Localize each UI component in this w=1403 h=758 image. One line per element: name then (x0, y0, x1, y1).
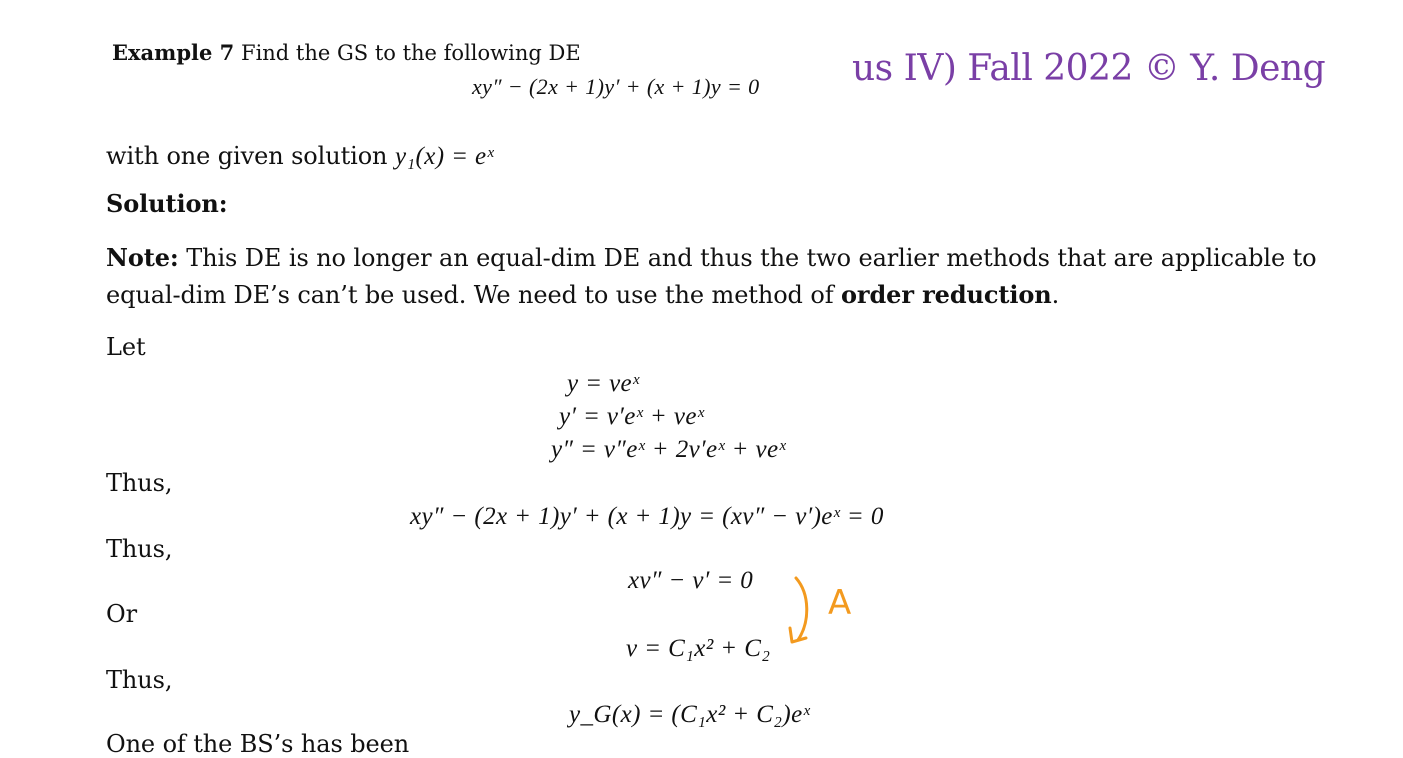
thus-label-2: Thus, (106, 535, 173, 563)
note-label: Note: (106, 243, 179, 272)
substitution-equation: xy″ − (2x + 1)y′ + (x + 1)y = (xv″ − v′)eˣ = 0 (410, 503, 884, 530)
note-text-1: This DE is no longer an equal-dim DE and thus the two earlier methods that are applicable to (186, 244, 1317, 272)
reduced-equation: xv″ − v′ = 0 (628, 567, 754, 594)
let-equation-1: y = veˣ (567, 370, 640, 397)
note-end: . (1051, 281, 1060, 309)
thus-label-1: Thus, (106, 469, 173, 497)
let-label: Let (106, 333, 146, 361)
let-equation-2: y′ = v′eˣ + veˣ (559, 403, 705, 430)
or-label: Or (106, 600, 137, 628)
note-line-1 (106, 243, 1317, 272)
solution-heading-text: Solution: (106, 189, 228, 218)
cut-off-line: One of the BS’s has been (106, 730, 410, 758)
thus-label-3: Thus, (106, 666, 173, 694)
general-solution-equation: y_G(x) = (C₁x² + C₂)eˣ (569, 701, 811, 728)
note-line-2 (106, 280, 1059, 309)
note-text-2: equal-dim DE’s can’t be used. We need to use the method of (106, 281, 834, 309)
given-text: with one given solution (106, 142, 388, 170)
note-emphasis: order reduction (841, 280, 1052, 309)
main-equation: xy″ − (2x + 1)y′ + (x + 1)y = 0 (472, 74, 760, 99)
annotation-letter: A (828, 583, 852, 623)
given-line (106, 142, 494, 171)
example-prompt: Find the GS to the following DE (241, 41, 581, 65)
given-solution-math: y₁(x) = eˣ (394, 143, 494, 170)
let-equation-3: y″ = v″eˣ + 2v′eˣ + veˣ (551, 436, 786, 463)
watermark: us IV) Fall 2022 © Y. Deng (852, 48, 1326, 89)
v-solution-equation: v = C₁x² + C₂ (626, 635, 771, 662)
example-heading (112, 40, 581, 65)
solution-heading (106, 189, 228, 218)
example-label: Example 7 (112, 40, 235, 65)
